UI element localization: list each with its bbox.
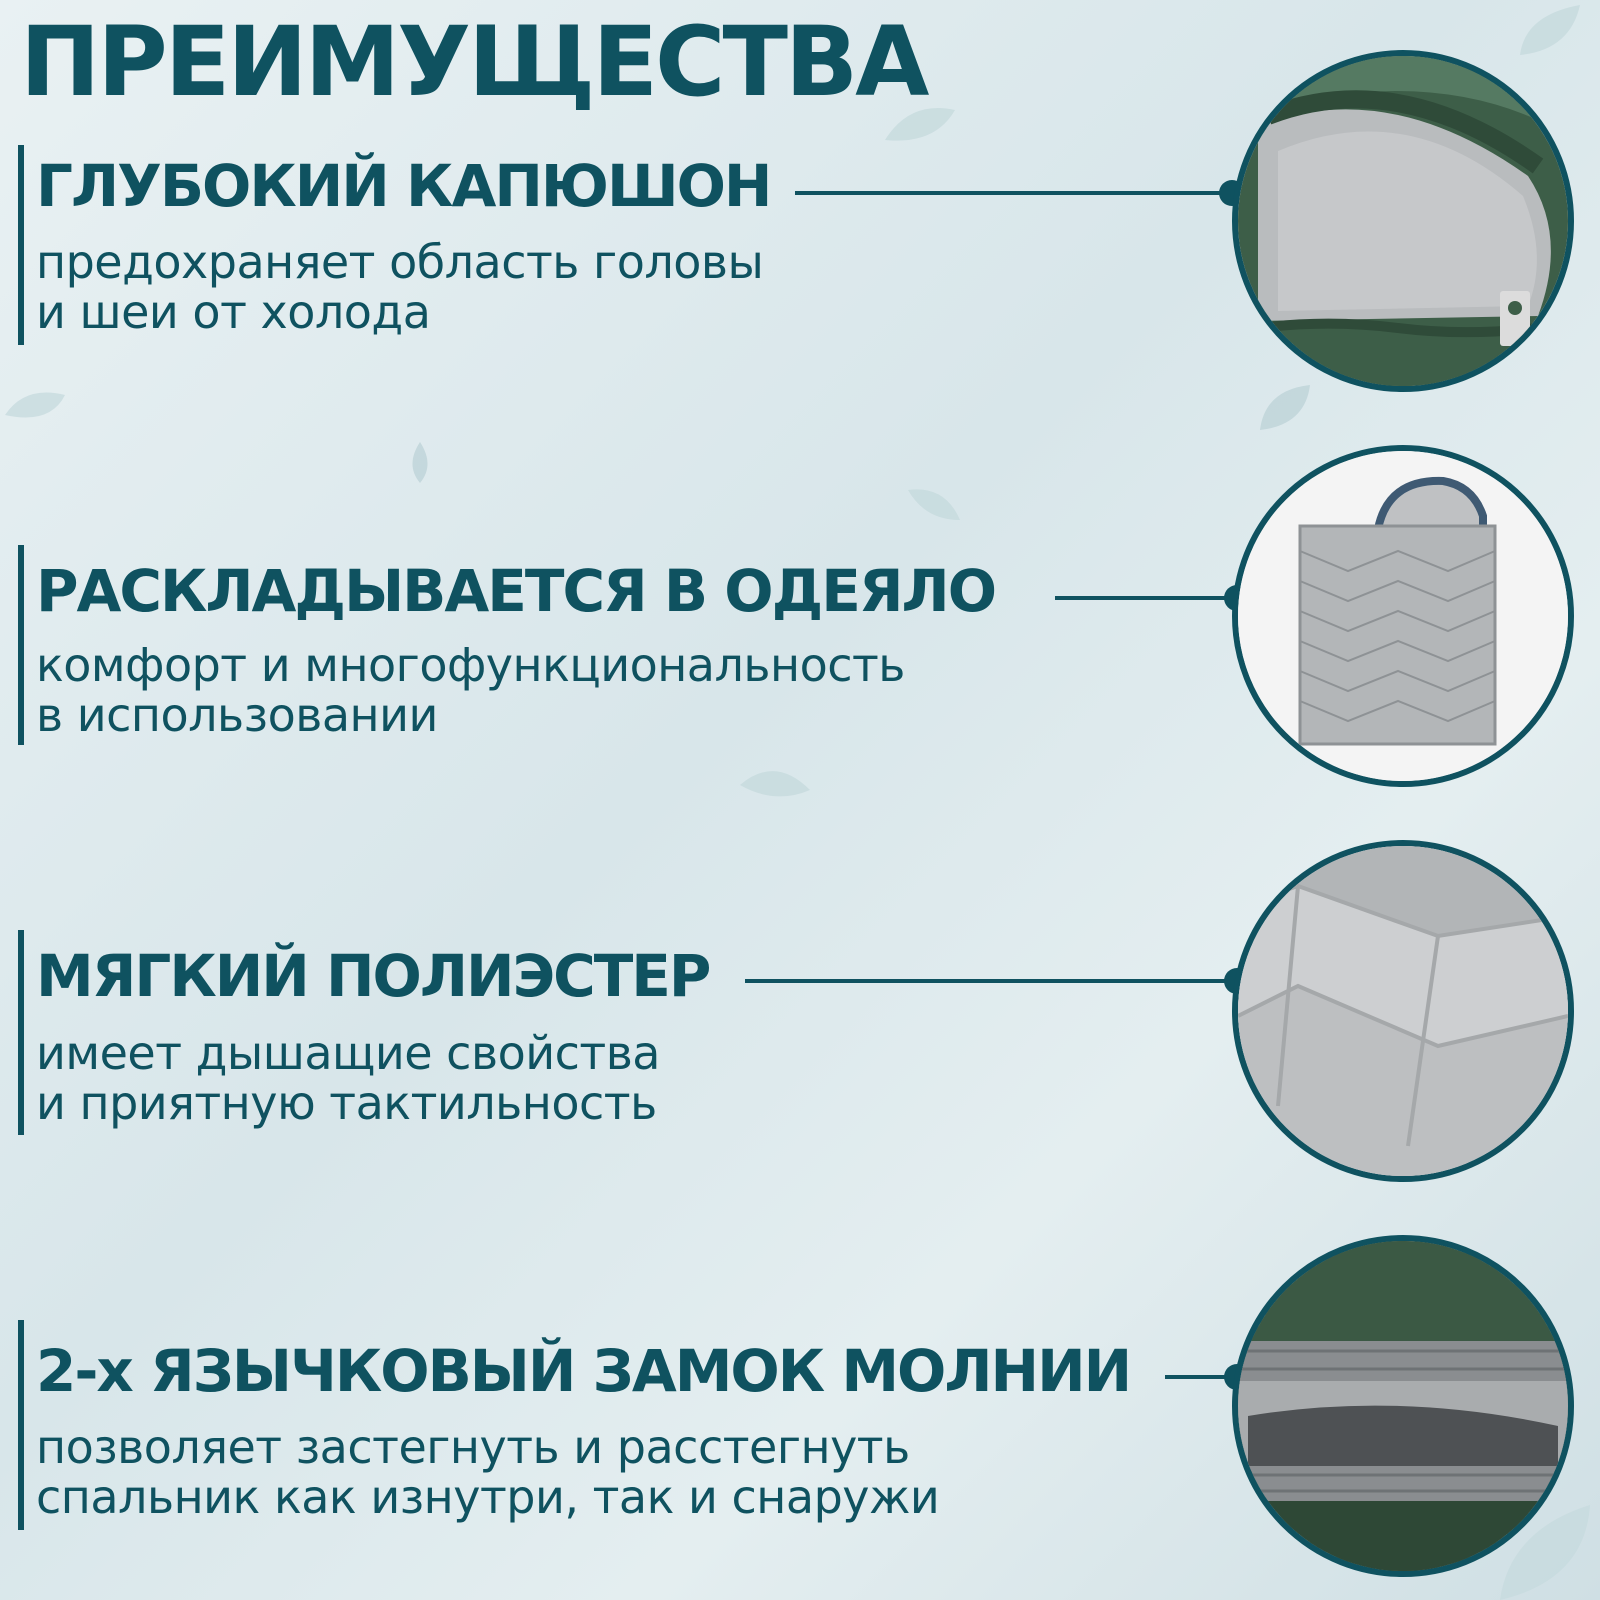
connector-line: [1055, 596, 1230, 600]
connector-line: [745, 979, 1235, 983]
polyester-photo: [1232, 840, 1574, 1182]
page-title: ПРЕИМУЩЕСТВА: [20, 6, 927, 118]
leaf-icon: [0, 380, 70, 430]
feature-desc-line: спальник как изнутри, так и снаружи: [36, 1470, 940, 1524]
connector-line: [795, 191, 1225, 195]
leaf-icon: [905, 485, 965, 525]
zipper-photo: [1232, 1235, 1574, 1577]
feature-bar: [18, 545, 24, 745]
feature-desc-line: имеет дышащие свойства: [36, 1026, 660, 1080]
feature-desc-line: комфорт и многофункциональность: [36, 638, 905, 692]
feature-heading: РАСКЛАДЫВАЕТСЯ В ОДЕЯЛО: [36, 557, 996, 625]
feature-desc-line: позволяет застегнуть и расстегнуть: [36, 1420, 910, 1474]
feature-desc-line: предохраняет область головы: [36, 235, 764, 289]
leaf-icon: [1255, 380, 1315, 435]
feature-desc-line: и шеи от холода: [36, 285, 431, 339]
feature-bar: [18, 930, 24, 1135]
feature-heading: 2-х ЯЗЫЧКОВЫЙ ЗАМОК МОЛНИИ: [36, 1337, 1131, 1405]
feature-desc-line: в использовании: [36, 688, 438, 742]
leaf-icon: [1515, 0, 1585, 60]
feature-desc-line: и приятную тактильность: [36, 1076, 657, 1130]
blanket-photo: [1232, 445, 1574, 787]
feature-heading: МЯГКИЙ ПОЛИЭСТЕР: [36, 942, 710, 1010]
feature-bar: [18, 145, 24, 345]
hood-photo: [1232, 50, 1574, 392]
feature-bar: [18, 1320, 24, 1530]
feature-heading: ГЛУБОКИЙ КАПЮШОН: [36, 152, 771, 220]
leaf-icon: [405, 440, 435, 485]
leaf-icon: [735, 760, 815, 805]
